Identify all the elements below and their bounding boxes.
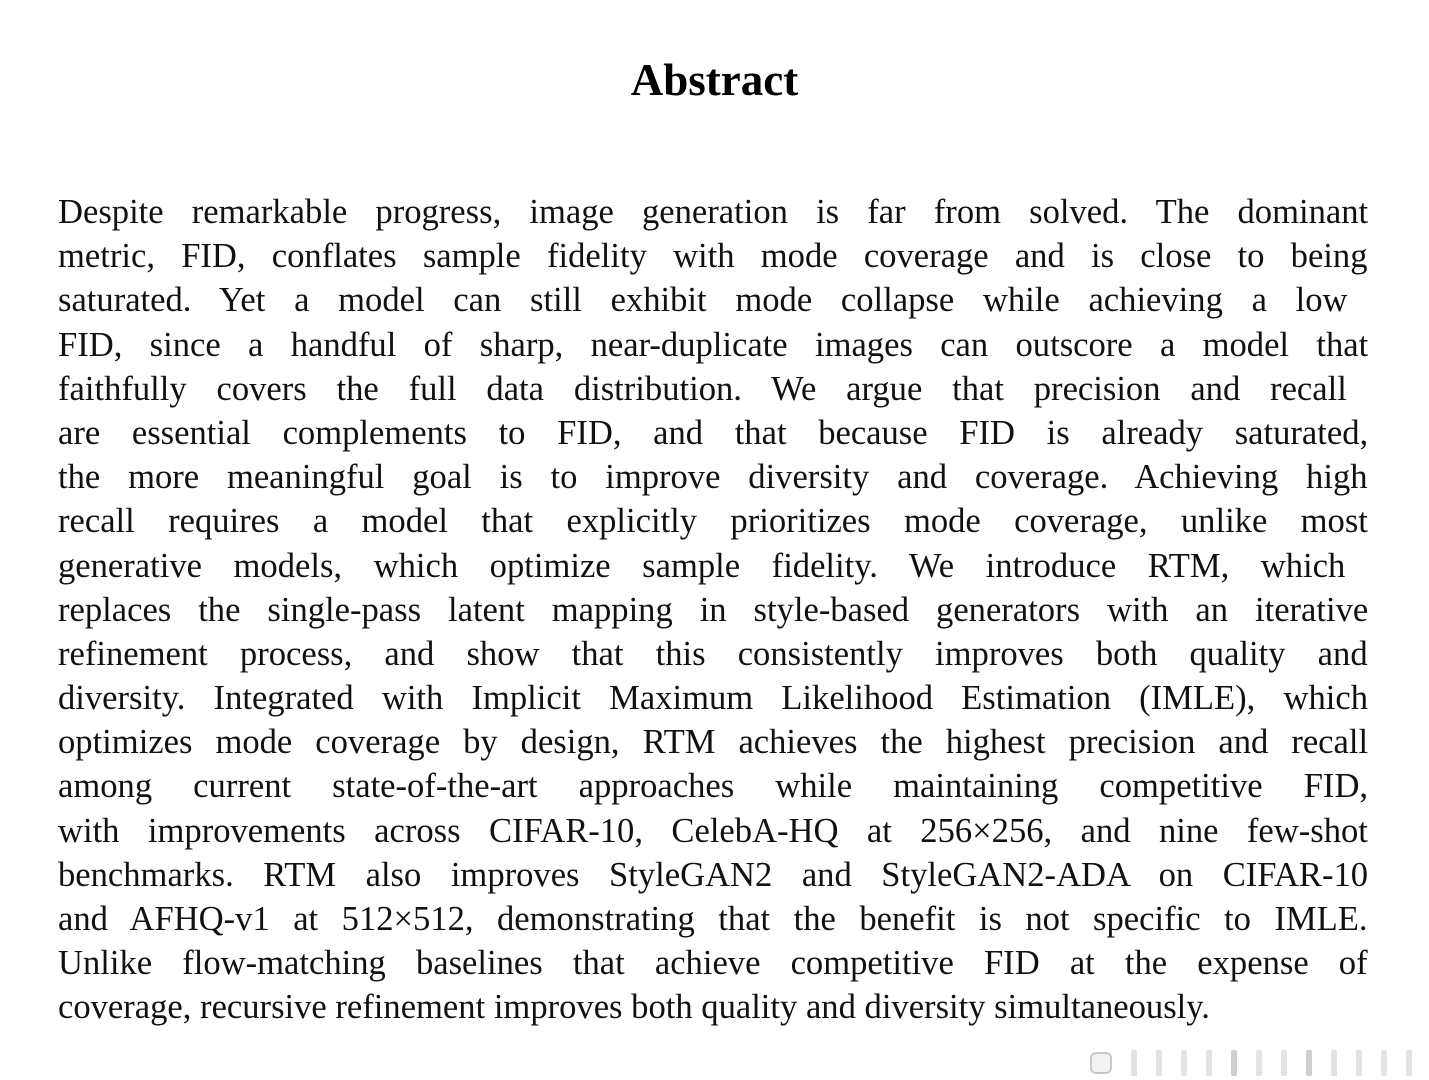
abstract-line: diversity. Integrated with Implicit Maximum Likelihood Estimation (IMLE), which (58, 679, 1368, 718)
abstract-line: with improvements across CIFAR-10, CelebA-HQ at 256×256, and nine few-shot (58, 811, 1368, 850)
abstract-heading: Abstract (630, 55, 799, 105)
watermark-bar (1206, 1050, 1212, 1076)
watermark-bar (1256, 1050, 1262, 1076)
watermark-logo-icon (1090, 1052, 1112, 1074)
watermark-bar (1331, 1050, 1337, 1076)
abstract-line: coverage, recursive refinement improves both quality and diversity simultaneously. (58, 988, 1210, 1027)
abstract-line: refinement process, and show that this consistently improves both quality and (58, 634, 1368, 673)
abstract-body (58, 190, 1368, 1030)
watermark-bar (1281, 1050, 1287, 1076)
abstract-line: faithfully covers the full data distribution. We argue that precision and recall (58, 369, 1347, 408)
abstract-line: benchmarks. RTM also improves StyleGAN2 and StyleGAN2-ADA on CIFAR-10 (58, 855, 1369, 894)
watermark-bar (1231, 1050, 1237, 1076)
watermark (1090, 1046, 1412, 1080)
abstract-line: are essential complements to FID, and that because FID is already saturated, (58, 413, 1369, 452)
abstract-line: among current state-of-the-art approaches while maintaining competitive FID, (58, 767, 1369, 806)
abstract-line: Unlike flow-matching baselines that achieve competitive FID at the expense of (58, 944, 1368, 983)
watermark-bar (1306, 1050, 1312, 1076)
abstract-line: Despite remarkable progress, image generation is far from solved. The dominant (58, 193, 1369, 231)
watermark-bar (1131, 1050, 1137, 1076)
watermark-bar (1406, 1050, 1412, 1076)
abstract-line: FID, since a handful of sharp, near-duplicate images can outscore a model that (58, 325, 1369, 364)
watermark-bar (1356, 1050, 1362, 1076)
abstract-line: recall requires a model that explicitly prioritizes mode coverage, unlike most (58, 502, 1368, 541)
abstract-line: replaces the single-pass latent mapping in style-based generators with an iterative (58, 590, 1369, 629)
abstract-line: metric, FID, conflates sample fidelity with mode coverage and is close to being (58, 237, 1368, 276)
abstract-line: and AFHQ-v1 at 512×512, demonstrating that the benefit is not specific to IMLE. (58, 900, 1368, 938)
abstract-line: optimizes mode coverage by design, RTM achieves the highest precision and recall (58, 723, 1369, 762)
watermark-bar (1156, 1050, 1162, 1076)
abstract-line: saturated. Yet a model can still exhibit mode collapse while achieving a low (58, 281, 1348, 320)
watermark-bar (1381, 1050, 1387, 1076)
abstract-line: the more meaningful goal is to improve diversity and coverage. Achieving high (58, 458, 1368, 497)
abstract-line: generative models, which optimize sample fidelity. We introduce RTM, which (58, 546, 1346, 585)
watermark-bar (1181, 1050, 1187, 1076)
